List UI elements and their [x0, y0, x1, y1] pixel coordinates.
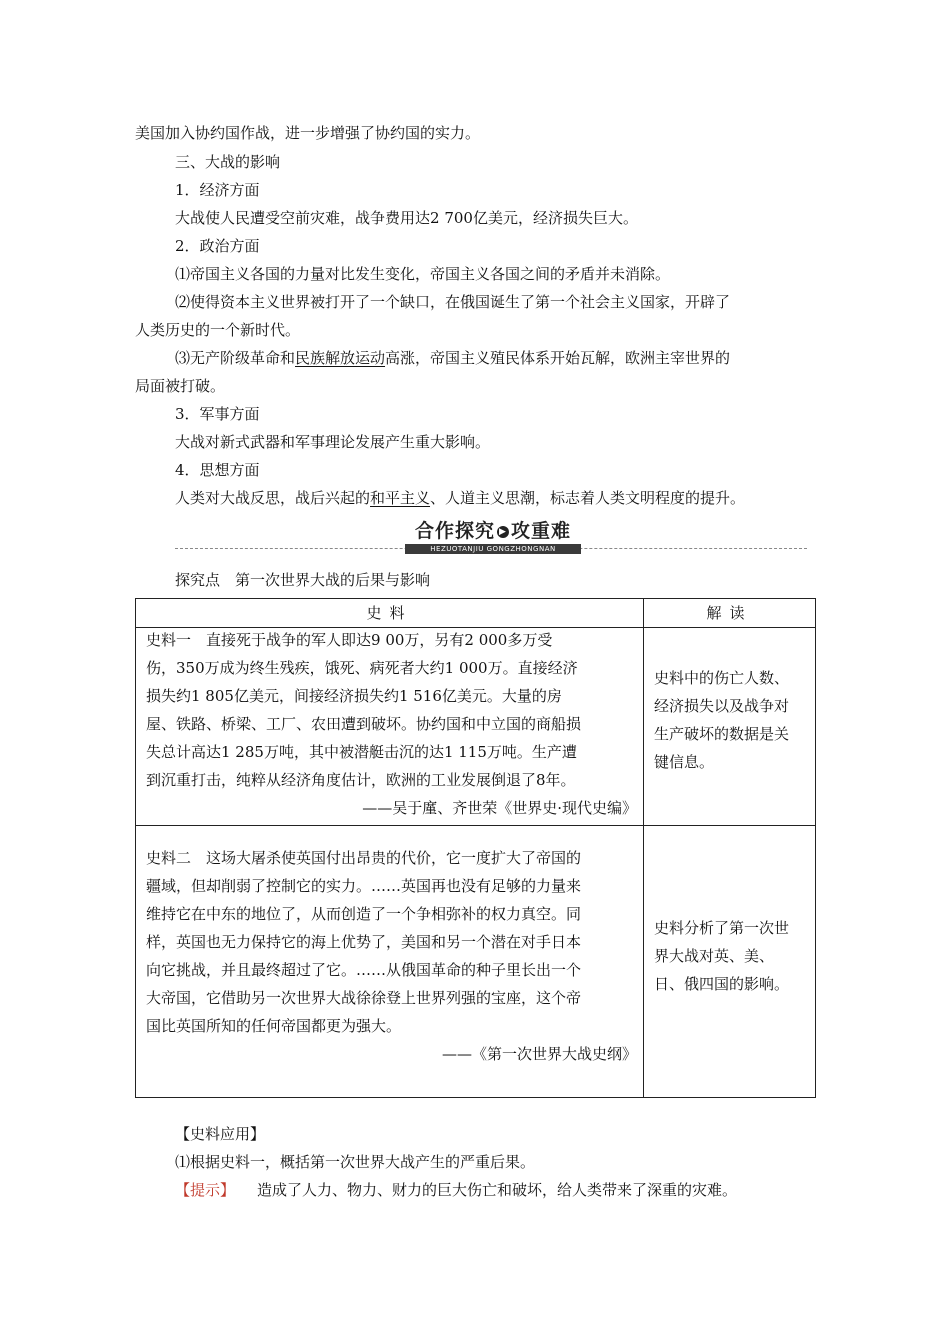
- banner-title: [400, 518, 586, 545]
- reading-line: 史料中的伤亡人数、: [654, 669, 790, 687]
- source-line: 到沉重打击，纯粹从经济角度估计，欧洲的工业发展倒退了8年。: [146, 771, 576, 789]
- explore-heading: 探究点 第一次世界大战的后果与影响: [175, 571, 431, 589]
- subheading: 4．思想方面: [175, 461, 260, 479]
- source-line: 维持它在中东的地位了，从而创造了一个争相弥补的权力真空。同: [146, 905, 582, 923]
- subheading: 2．政治方面: [175, 237, 260, 255]
- source-line: 屋、铁路、桥梁、工厂、农田遭到破坏。协约国和中立国的商船损: [146, 715, 582, 733]
- source-line: 史料二 这场大屠杀使英国付出昂贵的代价，它一度扩大了帝国的: [146, 849, 582, 867]
- text-line: 美国加入协约国作战，进一步增强了协约国的实力。: [135, 124, 481, 142]
- source-line: 史料一 直接死于战争的军人即达9 00万，另有2 000多万受: [146, 631, 553, 649]
- hint-text: 造成了人力、物力、财力的巨大伤亡和破坏，给人类带来了深重的灾难。: [257, 1181, 738, 1199]
- source-line: 伤，350万成为终生残疾，饿死、病死者大约1 000万。直接经济: [146, 659, 578, 677]
- text-line: ⑵使得资本主义世界被打开了一个缺口，在俄国诞生了第一个社会主义国家，开辟了: [175, 293, 731, 311]
- reading-line: 日、俄四国的影响。: [654, 975, 790, 993]
- source-line: 样，英国也无力保持它的海上优势了，美国和另一个潜在对手日本: [146, 933, 582, 951]
- subheading: 1．经济方面: [175, 181, 260, 199]
- text-line: 大战使人民遭受空前灾难，战争费用达2 700亿美元，经济损失巨大。: [175, 209, 638, 227]
- text-line: [175, 348, 730, 368]
- source-cell: [136, 826, 644, 1098]
- citation: ——《第一次世界大战史纲》: [441, 1045, 637, 1063]
- question: ⑴根据史料一，概括第一次世界大战产生的严重后果。: [175, 1153, 536, 1171]
- text-segment: 高涨，帝国主义殖民体系开始瓦解，欧洲主宰世界的: [385, 349, 731, 367]
- text-line: 局面被打破。: [135, 377, 226, 395]
- source-line: 向它挑战，并且最终超过了它。……从俄国革命的种子里长出一个: [146, 961, 582, 979]
- underlined-term: 和平主义: [370, 489, 431, 507]
- text-line: [175, 488, 745, 508]
- source-table: [135, 598, 816, 1098]
- underlined-term: 民族解放运动: [295, 349, 386, 367]
- text-line: 大战对新式武器和军事理论发展产生重大影响。: [175, 433, 491, 451]
- header-reading: 解读: [644, 599, 816, 628]
- arrow-right-icon: ▶: [497, 526, 509, 538]
- reading-line: 界大战对英、美、: [654, 947, 775, 965]
- hint-line: [175, 1180, 737, 1200]
- text-line: 人类历史的一个新时代。: [135, 321, 301, 339]
- banner-title-a: 合作探究: [414, 520, 495, 542]
- reading-line: 键信息。: [654, 753, 715, 771]
- text-line: ⑴帝国主义各国的力量对比发生变化，帝国主义各国之间的矛盾并未消除。: [175, 265, 671, 283]
- text-segment: 人类对大战反思，战后兴起的: [175, 489, 371, 507]
- reading-line: 经济损失以及战争对: [654, 697, 790, 715]
- source-line: 大帝国，它借助另一次世界大战徐徐登上世界列强的宝座，这个帝: [146, 989, 582, 1007]
- banner-title-b: 攻重难: [511, 520, 572, 542]
- section-banner: [175, 515, 807, 555]
- source-line: 疆域，但却削弱了控制它的实力。……英国再也没有足够的力量来: [146, 877, 582, 895]
- text-segment: ⑶无产阶级革命和: [175, 349, 296, 367]
- application-heading: 【史料应用】: [175, 1125, 266, 1143]
- text-segment: 、人道主义思潮，标志着人类文明程度的提升。: [430, 489, 746, 507]
- reading-cell: [644, 826, 816, 1098]
- citation: ——吴于廑、齐世荣《世界史·现代史编》: [362, 799, 637, 817]
- subheading: 3．军事方面: [175, 405, 260, 423]
- source-line: 失总计高达1 285万吨，其中被潜艇击沉的达1 115万吨。生产遭: [146, 743, 577, 761]
- source-line: 国比英国所知的任何帝国都更为强大。: [146, 1017, 402, 1035]
- table-row: [136, 628, 816, 826]
- banner-subtitle: HEZUOTANJIU GONGZHONGNAN: [405, 544, 581, 554]
- table-header-row: [136, 599, 816, 628]
- reading-line: 史料分析了第一次世: [654, 919, 790, 937]
- header-source: 史料: [136, 599, 644, 628]
- hint-label: 【提示】: [175, 1181, 236, 1199]
- reading-line: 生产破坏的数据是关: [654, 725, 790, 743]
- section-heading: 三、大战的影响: [175, 153, 281, 171]
- table-row: [136, 826, 816, 1098]
- source-cell: [136, 628, 644, 826]
- reading-cell: [644, 628, 816, 826]
- source-line: 损失约1 805亿美元，间接经济损失约1 516亿美元。大量的房: [146, 687, 562, 705]
